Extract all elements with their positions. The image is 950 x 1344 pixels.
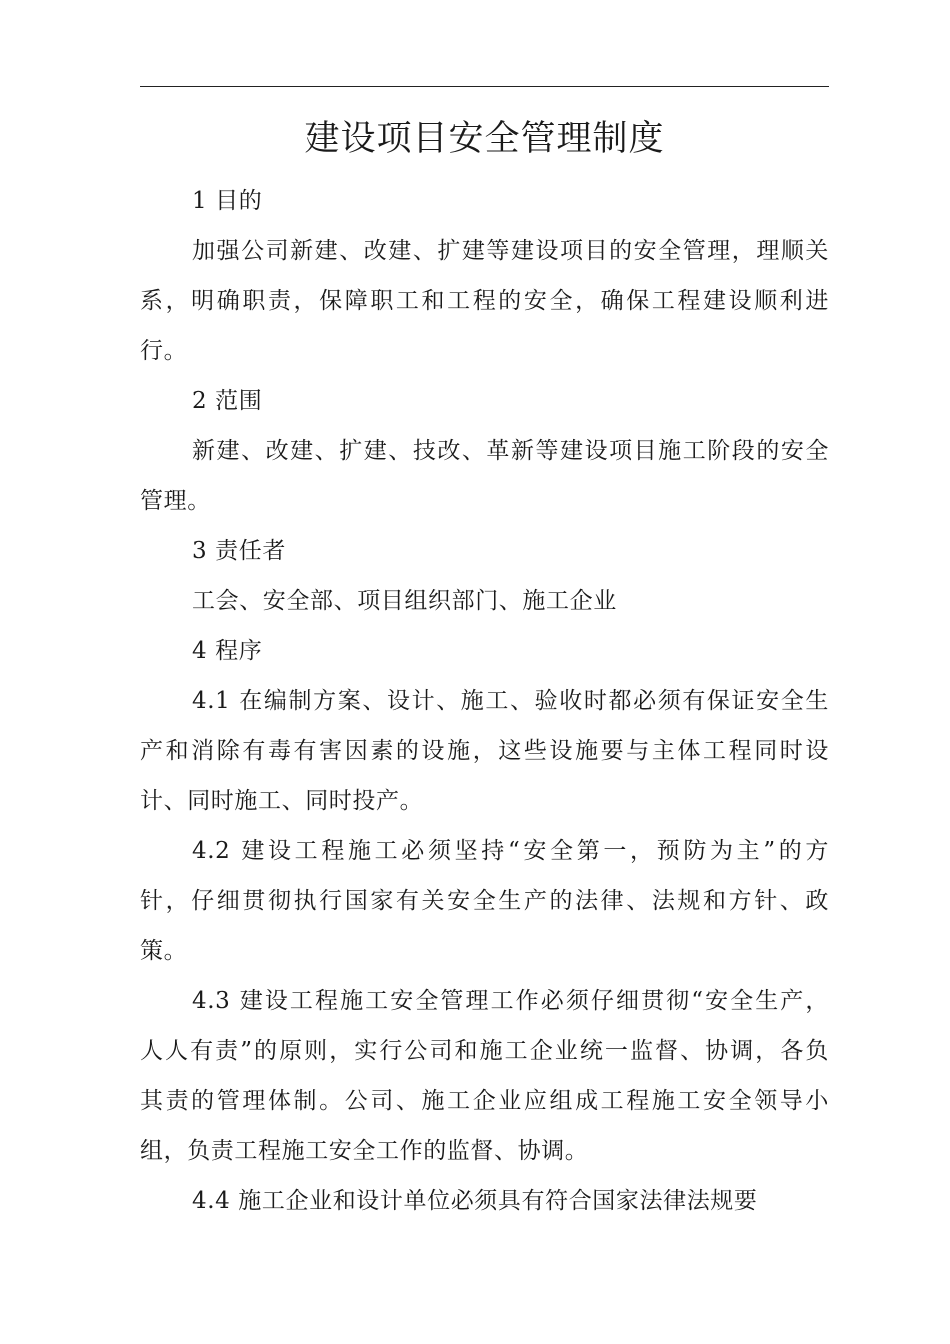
document-body — [140, 176, 829, 1226]
section-heading-purpose: 1 目的 — [192, 188, 263, 214]
text-line: 4.1 在编制方案、设计、施工、验收时都必须有保证安全生 — [192, 688, 829, 714]
text-line: 策。 — [140, 938, 188, 964]
section-heading-procedure: 4 程序 — [192, 638, 263, 664]
paragraph-4-2 — [140, 826, 829, 976]
text-line: 4.4 施工企业和设计单位必须具有符合国家法律法规要 — [192, 1188, 758, 1214]
paragraph-scope — [140, 426, 829, 526]
text-line: 其责的管理体制。公司、施工企业应组成工程施工安全领导小 — [140, 1088, 829, 1114]
text-line: 加强公司新建、改建、扩建等建设项目的安全管理，理顺关 — [192, 238, 829, 264]
text-line: 工会、安全部、项目组织部门、施工企业 — [192, 588, 617, 614]
paragraph-4-4 — [140, 1176, 829, 1226]
header-rule — [140, 86, 829, 87]
text-line: 4.2 建设工程施工必须坚持“安全第一，预防为主”的方 — [192, 838, 829, 864]
paragraph-responsible — [140, 576, 829, 626]
text-line: 组，负责工程施工安全工作的监督、协调。 — [140, 1138, 589, 1164]
section-heading-responsible: 3 责任者 — [192, 538, 286, 564]
text-line: 管理。 — [140, 488, 211, 514]
text-line: 新建、改建、扩建、技改、革新等建设项目施工阶段的安全 — [192, 438, 829, 464]
text-line: 4.3 建设工程施工安全管理工作必须仔细贯彻“安全生产， — [192, 988, 829, 1014]
text-line: 针，仔细贯彻执行国家有关安全生产的法律、法规和方针、政 — [140, 888, 829, 914]
text-line: 计、同时施工、同时投产。 — [140, 788, 424, 814]
text-line: 行。 — [140, 338, 188, 364]
section-heading-scope: 2 范围 — [192, 388, 263, 414]
text-line: 产和消除有毒有害因素的设施，这些设施要与主体工程同时设 — [140, 738, 829, 764]
document-title: 建设项目安全管理制度 — [304, 119, 665, 159]
paragraph-4-1 — [140, 676, 829, 826]
text-line: 人人有责”的原则，实行公司和施工企业统一监督、协调，各负 — [140, 1038, 829, 1064]
text-line: 系，明确职责，保障职工和工程的安全，确保工程建设顺利进 — [140, 288, 829, 314]
paragraph-4-3 — [140, 976, 829, 1176]
paragraph-purpose — [140, 226, 829, 376]
